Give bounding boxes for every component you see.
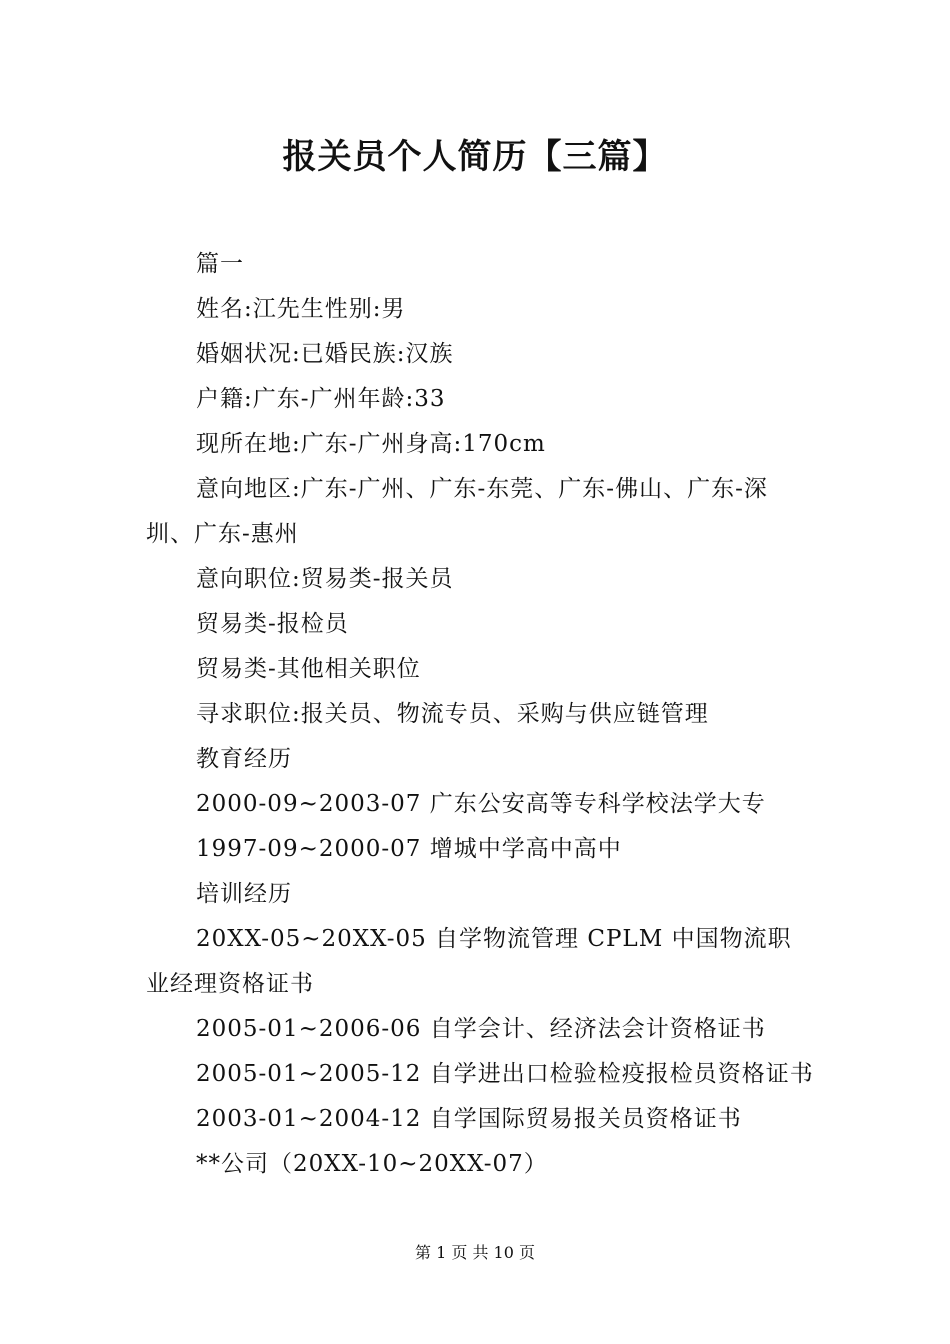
document-title: 报关员个人简历【三篇】	[282, 137, 668, 177]
paragraph: 姓名:江先生性别:男	[196, 296, 406, 322]
paragraph: 户籍:广东-广州年龄:33	[196, 386, 446, 412]
paragraph: 20XX-05~20XX-05 自学物流管理 CPLM 中国物流职业经理资格证书	[146, 926, 792, 997]
section-heading: 培训经历	[196, 881, 292, 907]
paragraph: 婚姻状况:已婚民族:汉族	[196, 341, 454, 367]
paragraph: 篇一	[196, 251, 244, 277]
paragraph: **公司（20XX-10~20XX-07）	[196, 1151, 548, 1177]
paragraph: 贸易类-报检员	[196, 611, 349, 637]
paragraph: 2005-01~2005-12 自学进出口检验检疫报检员资格证书	[196, 1061, 814, 1087]
paragraph: 2003-01~2004-12 自学国际贸易报关员资格证书	[196, 1106, 742, 1132]
paragraph: 意向地区:广东-广州、广东-东莞、广东-佛山、广东-深圳、广东-惠州	[146, 476, 768, 547]
paragraph: 寻求职位:报关员、物流专员、采购与供应链管理	[196, 701, 709, 727]
paragraph: 贸易类-其他相关职位	[196, 656, 421, 682]
paragraph: 2005-01~2006-06 自学会计、经济法会计资格证书	[196, 1016, 766, 1042]
paragraph: 意向职位:贸易类-报关员	[196, 566, 454, 592]
paragraph: 2000-09~2003-07 广东公安高等专科学校法学大专	[196, 791, 766, 817]
page-footer: 第 1 页 共 10 页	[415, 1243, 535, 1262]
paragraph: 1997-09~2000-07 增城中学高中高中	[196, 836, 622, 862]
document-body	[146, 242, 814, 1187]
paragraph: 现所在地:广东-广州身高:170cm	[196, 431, 546, 457]
section-heading: 教育经历	[196, 746, 292, 772]
